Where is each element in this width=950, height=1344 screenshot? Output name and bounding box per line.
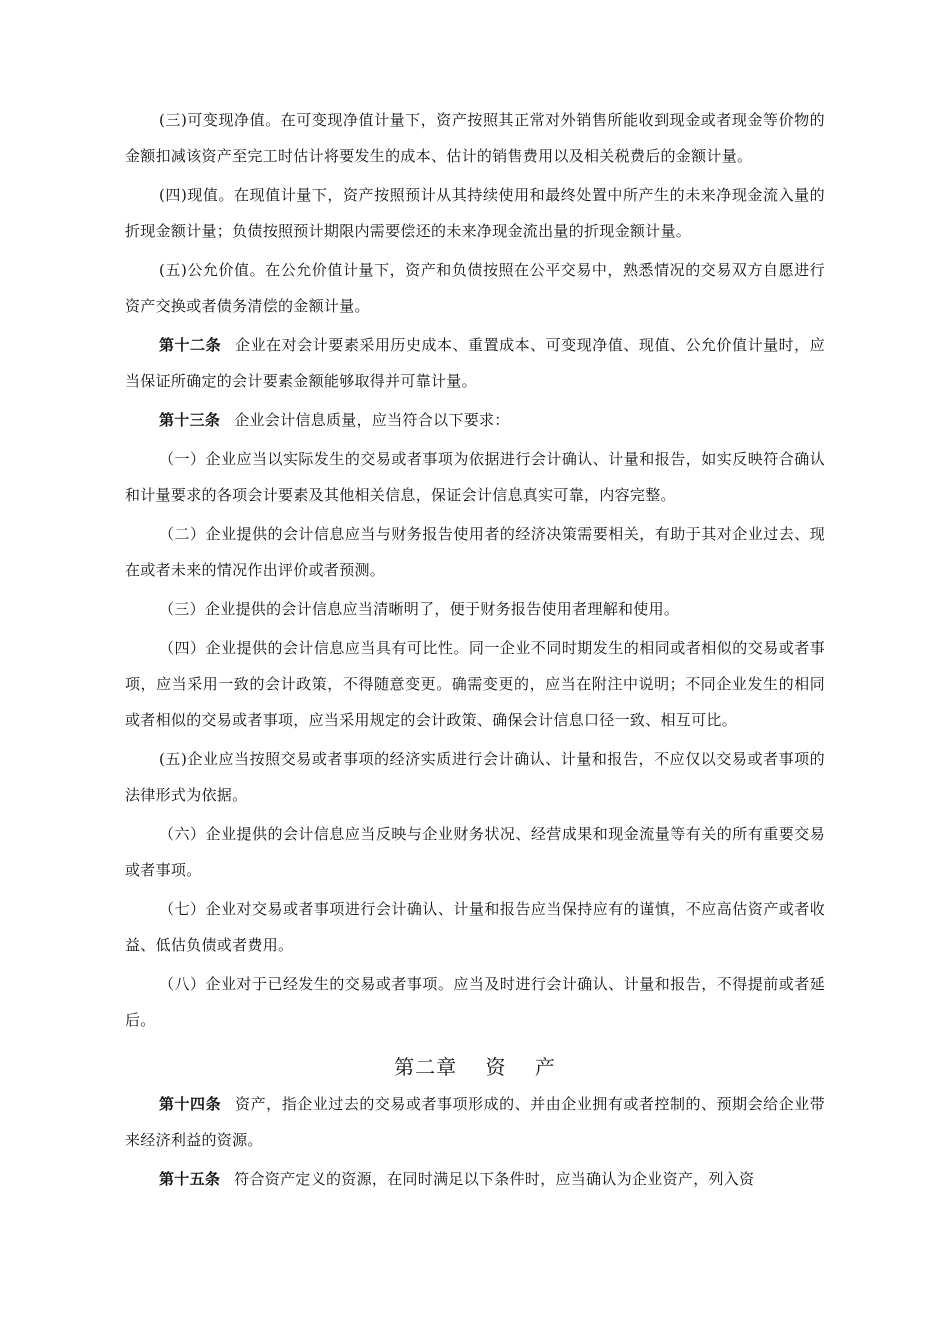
paragraph-fair-value: (五)公允价值。在公允价值计量下，资产和负债按照在公平交易中，熟悉情况的交易双方自愿进行资产交换或者债务清偿的金额计量。 bbox=[125, 261, 825, 315]
article-13-item-7: （七）企业对交易或者事项进行会计确认、计量和报告应当保持应有的谨慎，不应高估资产或者收益、低估负债或者费用。 bbox=[125, 900, 825, 954]
article-13-item-8: （八）企业对于已经发生的交易或者事项。应当及时进行会计确认、计量和报告，不得提前或者延后。 bbox=[125, 975, 825, 1029]
document-page bbox=[125, 102, 825, 1197]
paragraph-net-realizable-value: (三)可变现净值。在可变现净值计量下，资产按照其正常对外销售所能收到现金或者现金等价物的金额扣减该资产至完工时估计将要发生的成本、估计的销售费用以及相关税费后的金额计量。 bbox=[125, 111, 825, 165]
article-13-item-5: (五)企业应当按照交易或者事项的经济实质进行会计确认、计量和报告，不应仅以交易或者事项的法律形式为依据。 bbox=[125, 750, 825, 804]
article-12-text: 企业在对会计要素采用历史成本、重置成本、可变现净值、现值、公允价值计量时，应当保证所确定的会计要素金额能够取得并可靠计量。 bbox=[125, 336, 826, 390]
article-13-item-4: （四）企业提供的会计信息应当具有可比性。同一企业不同时期发生的相同或者相似的交易或者事项，应当采用一致的会计政策，不得随意变更。确需变更的，应当在附注中说明；不同企业发生的相同或者相似的交易或者事项，应当采用规定的会计政策、确保会计信息口径一致、相互可比。 bbox=[125, 639, 825, 729]
article-14-label: 第十四条 bbox=[159, 1095, 222, 1113]
article-15-label: 第十五条 bbox=[159, 1170, 221, 1188]
article-15-text: 符合资产定义的资源，在同时满足以下条件时，应当确认为企业资产，列入资 bbox=[234, 1170, 755, 1188]
article-14-text: 资产，指企业过去的交易或者事项形成的、并由企业拥有或者控制的、预期会给企业带来经济利益的资源。 bbox=[125, 1095, 826, 1149]
paragraph-present-value: (四)现值。在现值计量下，资产按照预计从其持续使用和最终处置中所产生的未来净现金流入量的折现金额计量；负债按照预计期限内需要偿还的未来净现金流出量的折现金额计量。 bbox=[125, 186, 825, 240]
article-13-text: 企业会计信息质量，应当符合以下要求： bbox=[234, 411, 510, 429]
article-14 bbox=[125, 1086, 825, 1158]
article-12-label: 第十二条 bbox=[159, 336, 222, 354]
article-13-item-6: （六）企业提供的会计信息应当反映与企业财务状况、经营成果和现金流量等有关的所有重要交易或者事项。 bbox=[125, 825, 825, 879]
article-12 bbox=[125, 327, 825, 399]
article-13-item-3: （三）企业提供的会计信息应当清晰明了，便于财务报告使用者理解和使用。 bbox=[159, 600, 680, 618]
article-13-label: 第十三条 bbox=[159, 411, 221, 429]
article-13-item-2: （二）企业提供的会计信息应当与财务报告使用者的经济决策需要相关，有助于其对企业过去、现在或者未来的情况作出评价或者预测。 bbox=[125, 525, 825, 579]
article-13 bbox=[125, 402, 825, 438]
article-13-item-1: （一）企业应当以实际发生的交易或者事项为依据进行会计确认、计量和报告，如实反映符合确认和计量要求的各项会计要素及其他相关信息，保证会计信息真实可靠，内容完整。 bbox=[125, 450, 825, 504]
chapter-title: 第二章 资 产 bbox=[394, 1055, 556, 1079]
chapter-heading bbox=[125, 1052, 825, 1082]
article-15 bbox=[125, 1161, 825, 1197]
